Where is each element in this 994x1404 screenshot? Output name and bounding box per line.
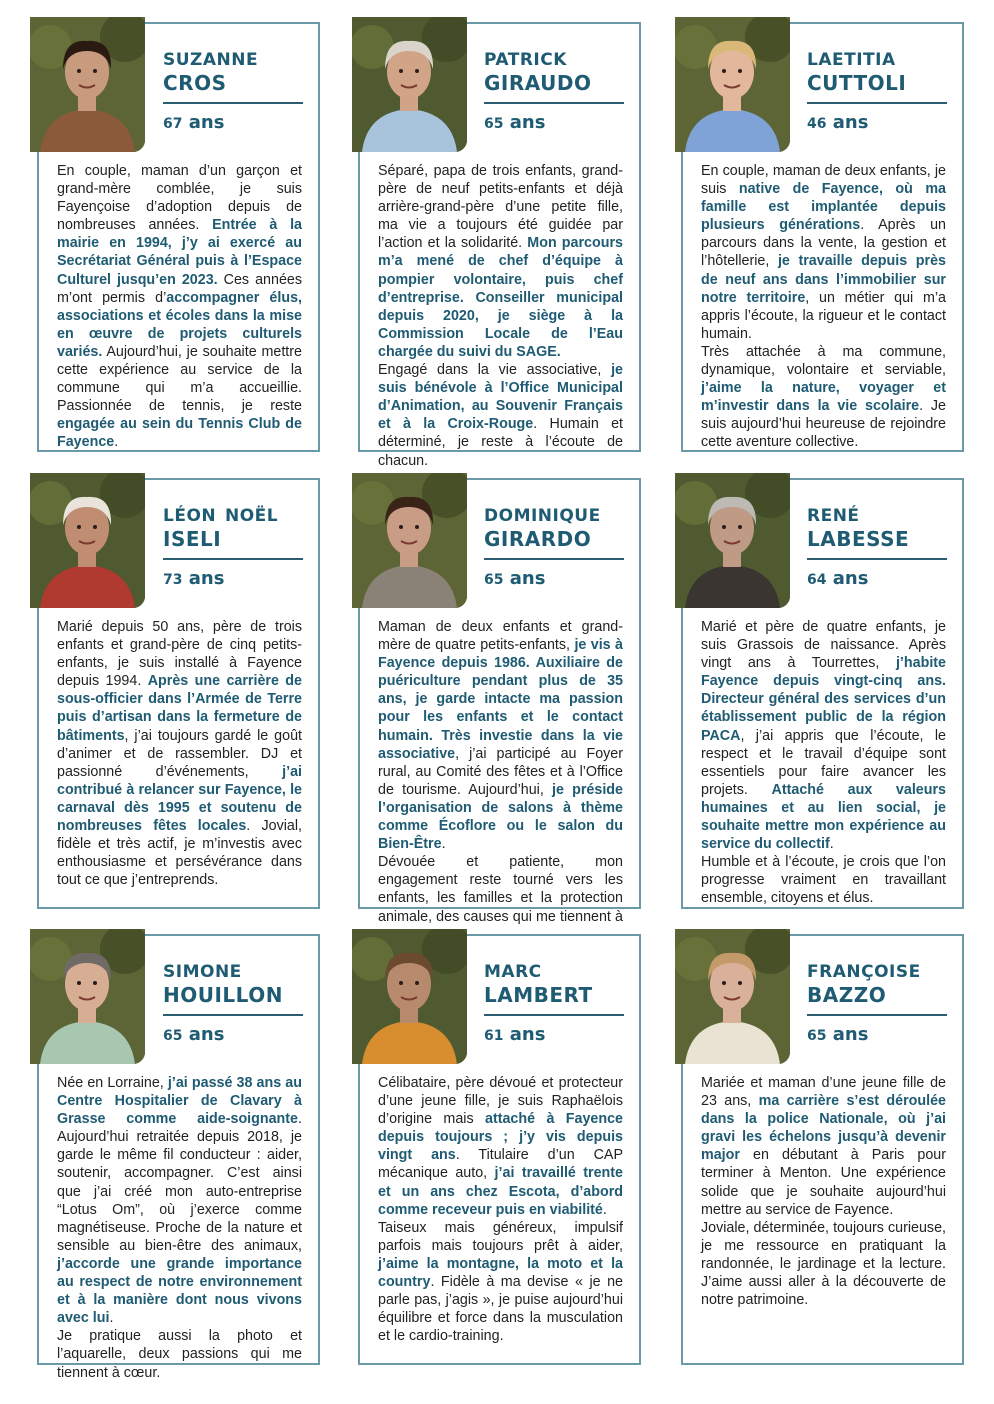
candidate-bio [378, 618, 623, 944]
bio-text: en débutant à Paris pour terminer à Menton. Une expérience solide que je souhaite aujourd’hui mettre au service de Fayence. [701, 1147, 946, 1218]
age-unit: ans [188, 568, 225, 589]
bio-highlight: je préside l’organisation de salons à thème comme Écoflore ou le salon du Bien-Être [378, 781, 623, 853]
bio-text: Née en Lorraine, [57, 1075, 168, 1091]
bio-highlight: engagée au sein du Tennis Club de Fayence [57, 416, 302, 451]
candidate-bio [378, 1074, 623, 1345]
age-number: 65 [484, 572, 504, 588]
candidate-age [484, 112, 545, 133]
bio-text: . [829, 836, 834, 853]
bio-text: . Je suis aujourd’hui heureuse de rejoindre cette aventure collective. [701, 398, 946, 451]
bio-text: . Humain et déterminé, je reste à l’écoute de chacun. [378, 416, 623, 469]
last-name: LAMBERT [484, 983, 593, 1007]
candidate-bio [701, 162, 946, 452]
last-name: CUTTOLI [807, 71, 907, 95]
candidate-photo [675, 17, 790, 152]
bio-text: Séparé, papa de trois enfants, grand-père de neuf petits-enfants et déjà arrière-grand-père d’une petite fille, ma vie a toujours été guidée par l’action et la solidarité. [378, 163, 623, 252]
bio-highlight: je suis bénévole à l’Office Municipal d’Animation, au Souvenir Français et à la Croix-Rouge [378, 362, 623, 433]
bio-text: . [114, 434, 119, 451]
last-name: LABESSE [807, 527, 910, 551]
bio-text: . [441, 836, 446, 853]
bio-text: Engagé dans la vie associative, [378, 362, 612, 379]
bio-highlight: je travaille depuis près de neuf ans dans l’immobilier sur notre territoire [701, 253, 946, 306]
candidate-age [484, 1024, 545, 1045]
candidate-name [807, 500, 957, 552]
age-unit: ans [188, 1024, 225, 1045]
age-number: 73 [163, 572, 183, 588]
bio-text: Marié depuis 50 ans, père de trois enfants et grand-père de cinq petits-enfants, je suis installé à Fayence depuis 1994. [57, 619, 302, 690]
candidate-bio [701, 618, 946, 908]
candidate-age [163, 112, 224, 133]
bio-highlight: j’habite Fayence depuis vingt-cinq ans. Directeur général des services d’un établissement public de la région PACA [701, 655, 946, 744]
bio-text: . Jovial, fidèle et très actif, je m’investis avec enthousiasme et persévérance dans tout ce que j’entreprends. [57, 818, 302, 889]
candidate-photo [352, 17, 467, 152]
name-underline [163, 1014, 303, 1016]
first-name: simone [163, 955, 242, 983]
name-underline [807, 1014, 947, 1016]
bio-text: , un métier qui m’a appris l’écoute, la rigueur et le contact humain. [701, 289, 946, 342]
bio-text: . Aujourd’hui retraitée depuis 2018, je garde le même fil conducteur : aider, soutenir, accompagner. C’est ainsi que j’ai créé mon auto-entreprise “Lotus Om”, où j’exerce comme magnétiseuse. Proche de la nature et sensible au bien-être des animaux, [57, 1111, 302, 1254]
bio-highlight: Après une carrière de sous-officier dans l’Armée de Terre puis d’artisan dans la fermeture de bâtiments [57, 673, 302, 744]
bio-highlight: j’aime la montagne, la moto et la country [378, 1255, 623, 1291]
bio-highlight: Entrée à la mairie en 1994, j’y ai exercé au Secrétariat Général puis à l’Espace Culturel jusqu’en 2023. [57, 217, 302, 288]
age-unit: ans [832, 112, 869, 133]
candidate-age [807, 568, 868, 589]
bio-highlight: je vis à Fayence depuis 1986. Auxiliaire de puériculture pendant plus de 35 ans, je garde intacte ma passion pour les enfants et le contact humain. Très investie dans la vie associative [378, 637, 623, 762]
candidate-name [484, 44, 634, 96]
candidate-name [163, 500, 313, 552]
bio-highlight: Attaché aux valeurs humaines et au lien social, je souhaite mettre mon expérience au service du collectif [701, 781, 946, 853]
bio-text: Taiseux mais généreux, impulsif parfois mais toujours prêt à aider, [378, 1219, 623, 1254]
age-number: 61 [484, 1028, 504, 1044]
first-name: léon noël [163, 499, 279, 527]
bio-text: Célibataire, père dévoué et protecteur d’une jeune fille, je suis Raphaëlois d’origine mais [378, 1075, 623, 1128]
age-unit: ans [509, 1024, 546, 1045]
candidate-bio [57, 618, 302, 889]
bio-text: , j’ai participé au Foyer rural, au Comité des fêtes et à l’Office de tourisme. Aujourd’hui, [378, 745, 623, 798]
last-name: GIRAUDO [484, 71, 592, 95]
bio-text: Je pratique aussi la photo et l’aquarelle, deux passions qui me tiennent à cœur. [57, 1328, 302, 1381]
age-number: 65 [807, 1028, 827, 1044]
first-name: rené [807, 499, 860, 527]
last-name: GIRARDO [484, 527, 592, 551]
age-unit: ans [509, 112, 546, 133]
name-underline [484, 1014, 624, 1016]
last-name: ISELI [163, 527, 222, 551]
bio-text: Joviale, déterminée, toujours curieuse, je me ressource en pratiquant la randonnée, le jardinage et la lecture. J’aime aussi aller à la découverte de notre patrimoine. [701, 1219, 946, 1309]
name-underline [163, 558, 303, 560]
candidate-name [163, 44, 313, 96]
bio-text: . Fidèle à ma devise « je ne parle pas, j’agis », je puise aujourd’hui équilibre et force dans la musculation et le cardio-training. [378, 1274, 623, 1345]
bio-text: Mariée et maman d’une jeune fille de 23 ans, [701, 1075, 946, 1110]
candidate-bio [57, 1074, 302, 1382]
candidate-age [807, 112, 868, 133]
bio-highlight: ma carrière s’est déroulée dans la police Nationale, où j’ai gravi les échelons jusqu’à devenir major [701, 1093, 946, 1164]
bio-text: , j’ai toujours gardé le goût d’animer et de rassembler. DJ et passionné d’événements, [57, 727, 302, 780]
candidate-age [484, 568, 545, 589]
last-name: HOUILLON [163, 983, 283, 1007]
name-underline [484, 102, 624, 104]
name-underline [807, 558, 947, 560]
bio-highlight: Mon parcours m’a mené de chef d’équipe à pompier volontaire, puis chef d’entreprise. Conseiller municipal depuis 2020, je siège à la Commission Locale de l’Eau chargée du suivi du SAGE. [378, 235, 623, 360]
bio-text: . [602, 1201, 607, 1218]
first-name: patrick [484, 43, 567, 71]
candidate-photo [30, 17, 145, 152]
first-name: suzanne [163, 43, 259, 71]
candidate-name [807, 44, 957, 96]
bio-highlight: accompagner élus, associations et écoles dans la mise en œuvre de projets culturels variés. [57, 289, 302, 360]
bio-text: Maman de deux enfants et grand-mère de quatre petits-enfants, [378, 619, 623, 654]
bio-text: Aujourd’hui, je souhaite mettre cette expérience au service de la commune qui m’a accueillie. Passionnée de tennis, je reste [57, 343, 302, 415]
first-name: dominique [484, 499, 601, 527]
age-number: 67 [163, 116, 183, 132]
candidate-name [163, 956, 313, 1008]
bio-highlight: native de Fayence, où ma famille est implantée depuis plusieurs générations [701, 181, 946, 234]
candidate-bio [701, 1074, 946, 1309]
bio-highlight: j’ai passé 38 ans au Centre Hospitalier de Clavary à Grasse comme aide-soignante [57, 1075, 302, 1128]
candidate-photo [352, 473, 467, 608]
bio-text: . [109, 1310, 114, 1327]
first-name: marc [484, 955, 542, 983]
age-number: 65 [484, 116, 504, 132]
last-name: CROS [163, 71, 227, 95]
first-name: laetitia [807, 43, 896, 71]
bio-text: . Après un parcours dans la vente, la gestion et l’hôtellerie, [701, 217, 946, 270]
name-underline [484, 558, 624, 560]
name-underline [807, 102, 947, 104]
bio-highlight: j’aime la nature, voyager et m’investir dans la vie scolaire [701, 380, 946, 415]
candidate-photo [675, 929, 790, 1064]
candidate-photo [352, 929, 467, 1064]
bio-text: En couple, maman d’un garçon et grand-mère comblée, je suis Fayençoise d’adoption depuis de nombreuses années. [57, 163, 302, 234]
bio-highlight: j’accorde une grande importance au respect de notre environnement et à la manière dont nous vivons avec lui [57, 1255, 302, 1327]
age-unit: ans [188, 112, 225, 133]
bio-highlight: j’ai contribué à relancer sur Fayence, le carnaval dès 1995 et soutenu de nombreuses fêtes locales [57, 763, 302, 835]
candidate-name [484, 956, 634, 1008]
bio-highlight: j’ai travaillé trente et un ans chez Escota, d’abord comme receveur puis en viabilité [378, 1165, 623, 1218]
candidate-photo [30, 473, 145, 608]
age-number: 64 [807, 572, 827, 588]
candidate-photo [675, 473, 790, 608]
candidate-age [163, 568, 224, 589]
candidate-age [807, 1024, 868, 1045]
bio-text: Dévouée et patiente, mon engagement reste tourné vers les enfants, les familles et la protection animale, des causes qui me tiennent à [378, 854, 623, 925]
age-unit: ans [832, 568, 869, 589]
candidate-name [484, 500, 634, 552]
name-underline [163, 102, 303, 104]
bio-text: Marié et père de quatre enfants, je suis Grassois de naissance. Après vingt ans à Tourrettes, [701, 619, 946, 672]
bio-text: En couple, maman de deux enfants, je suis [701, 163, 946, 198]
age-number: 65 [163, 1028, 183, 1044]
bio-text: Ces années m’ont permis d’ [57, 271, 302, 306]
bio-text: Humble et à l’écoute, je crois que l’on progresse vraiment en travaillant ensemble, citoyens et élus. [701, 854, 946, 907]
age-unit: ans [509, 568, 546, 589]
bio-highlight: attaché à Fayence depuis toujours ; j’y vis depuis vingt ans [378, 1111, 623, 1164]
candidate-bio [378, 162, 623, 470]
bio-text: . Titulaire d’un CAP mécanique auto, [378, 1147, 623, 1182]
bio-text: Très attachée à ma commune, dynamique, volontaire et serviable, [701, 343, 946, 379]
candidate-age [163, 1024, 224, 1045]
first-name: françoise [807, 955, 921, 983]
last-name: BAZZO [807, 983, 887, 1007]
candidate-name [807, 956, 957, 1008]
age-unit: ans [832, 1024, 869, 1045]
age-number: 46 [807, 116, 827, 132]
bio-text: , j’ai appris que l’écoute, le respect et le travail d’équipe sont essentiels pour faire avancer les projets. [701, 727, 946, 798]
candidate-bio [57, 162, 302, 452]
candidate-photo [30, 929, 145, 1064]
